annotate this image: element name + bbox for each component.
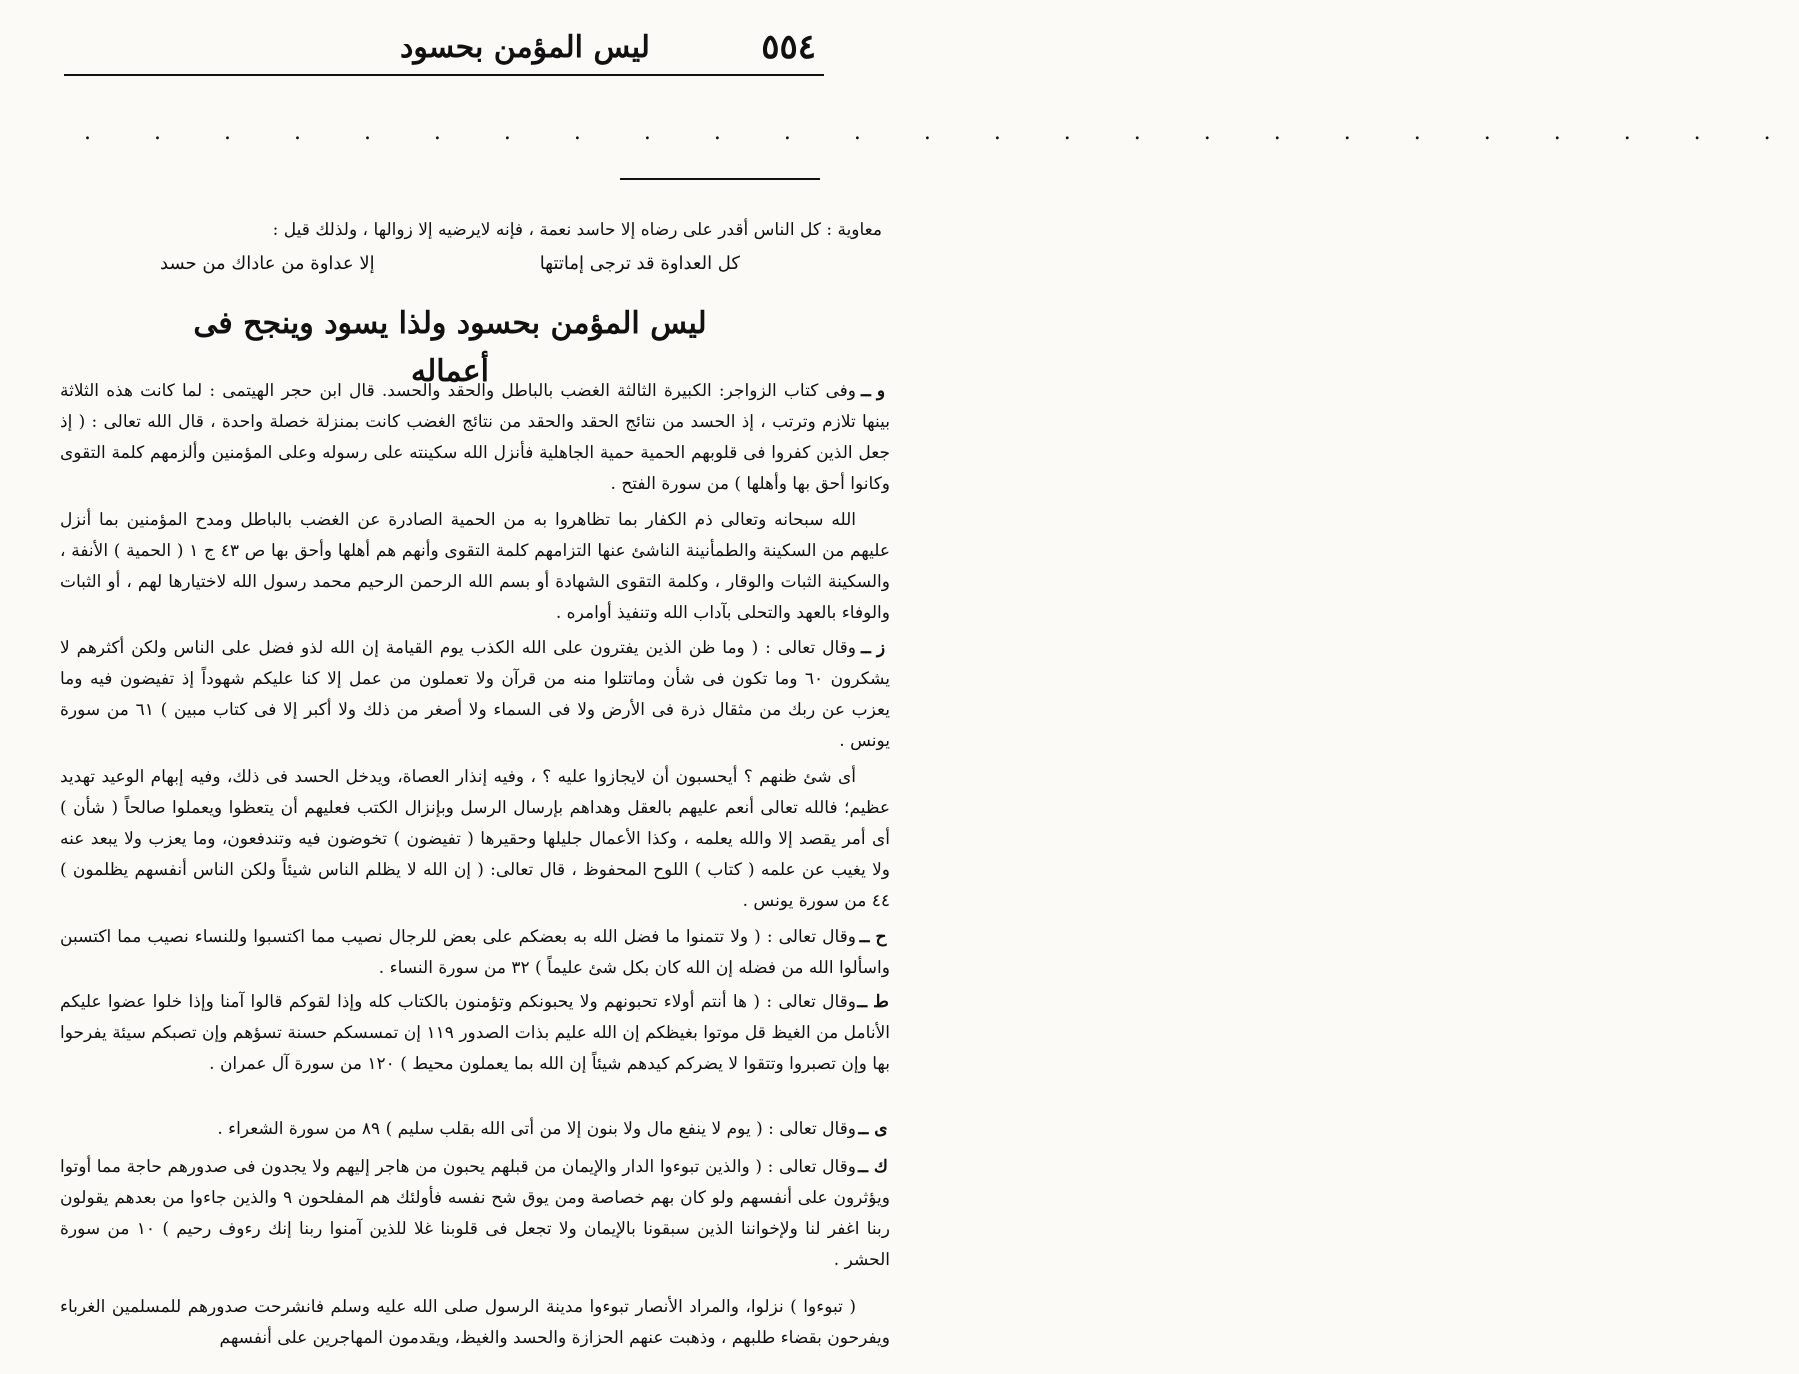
paragraph — [60, 376, 890, 500]
paragraph-text: وقال تعالى : ( وما ظن الذين يفترون على الله الكذب يوم القيامة إن الله لذو فضل على الناس ولكن أكثرهم لا يشكرون ٦٠ وما تكون فى شأن وماتتلوا منه من قرآن ولا تعملون من عمل إلا كنا عليكم شهوداً إذ تفيضون فيه وما يعزب عن ربك من مثقال ذرة فى الأرض ولا فى السماء ولا أصغر من ذلك ولا أكبر إلا فى كتاب مبين ) ٦١ من سورة يونس . — [60, 638, 890, 751]
paragraph — [60, 1292, 890, 1354]
footnote-rule — [620, 178, 820, 180]
intro-text: معاوية : كل الناس أقدر على رضاه إلا حاسد نعمة ، فإنه لايرضيه إلا زوالها ، ولذلك قيل : — [272, 220, 882, 240]
paragraph-text: وقال تعالى : ( والذين تبوءوا الدار والإيمان من قبلهم يحبون من هاجر إليهم ولا يجدون فى صدورهم حاجة مما أوتوا ويؤثرون على أنفسهم ولو كان بهم خصاصة ومن يوق شح نفسه فأولئك هم المفلحون ٩ والذين جاءوا من بعدهم يقولون ربنا اغفر لنا ولإخواننا الذين سبقونا بالإيمان ولا تجعل فى قلوبنا غلا للذين آمنوا ربنا إنك رءوف رحيم ) ١٠ من سورة الحشر . — [60, 1157, 890, 1270]
page-header — [60, 24, 820, 70]
paragraph — [60, 762, 890, 917]
paragraph-text: وقال تعالى : ( ولا تتمنوا ما فضل الله به بعضكم على بعض للرجال نصيب مما اكتسبوا وللنساء نصيب مما اكتسبن واسألوا الله من فضله إن الله كان بكل شئ عليماً ) ٣٢ من سورة النساء . — [60, 927, 890, 978]
header-rule — [64, 74, 824, 76]
paragraph-mark: ى ــ — [858, 1119, 888, 1139]
paragraph-mark: ح ــ — [859, 927, 887, 947]
paragraph-text: وقال تعالى : ( يوم لا ينفع مال ولا بنون إلا من أتى الله بقلب سليم ) ٨٩ من سورة الشعراء . — [217, 1119, 856, 1139]
paragraph — [60, 1152, 890, 1276]
separator-dots: . . . . . . . . . . . . . . . . . . . . . . . . . — [84, 120, 1799, 145]
paragraph-text: أى شئ ظنهم ؟ أيحسبون أن لايجازوا عليه ؟ ، وفيه إنذار العصاة، ويدخل الحسد فى ذلك، وفيه إبهام الوعيد تهديد عظيم؛ فالله تعالى أنعم عليهم بالعقل وهداهم بإرسال الرسل وبإنزال الكتب فعليهم أن يتعظوا ويعملوا صالحاً ( شأن ) أى أمر يقصد إلا والله يعلمه ، وكذا الأعمال جليلها وحقيرها ( تفيضون ) تخوضون فيه وتندفعون، وما يعزب ولا يبعد عنه ولا يغيب عن علمه ( كتاب ) اللوح المحفوظ ، قال تعالى: ( إن الله لا يظلم الناس شيئاً ولكن الناس أنفسهم يظلمون ) ٤٤ من سورة يونس . — [60, 767, 890, 911]
paragraph-text: وفى كتاب الزواجر: الكبيرة الثالثة الغضب بالباطل والحقد والحسد. قال ابن حجر الهيتمى : لما كانت هذه الثلاثة بينها تلازم وترتب ، إذ الحسد من نتائج الحقد والحقد من نتائج الغضب كانت بمنزلة خصلة واحدة ، قال الله تعالى : ( إذ جعل الذين كفروا فى قلوبهم الحمية حمية الجاهلية فأنزل الله سكينته على رسوله وعلى المؤمنين وألزمهم كلمة التقوى وكانوا أحق بها وأهلها ) من سورة الفتح . — [60, 381, 890, 494]
paragraph-text: وقال تعالى : ( ها أنتم أولاء تحبونهم ولا يحبونكم وتؤمنون بالكتاب كله وإذا لقوكم قالوا آمنا وإذا خلوا عضوا عليكم الأنامل من الغيظ قل موتوا بغيظكم إن الله عليم بذات الصدور ١١٩ إن تمسسكم حسنة تسؤهم وإن تصبكم سيئة يفرحوا بها وإن تصبروا وتتقوا لا يضركم كيدهم شيئاً إن الله بما يعملون محيط ) ١٢٠ من سورة آل عمران . — [60, 992, 890, 1074]
page-number: ٥٥٤ — [761, 27, 816, 67]
paragraph-mark: ز ــ — [860, 638, 886, 658]
paragraph-mark: و ــ — [860, 381, 886, 401]
paragraph-mark: ط ــ — [857, 992, 889, 1012]
poem-hemistich-right: كل العداوة قد ترجى إماتتها — [539, 253, 740, 274]
paragraph-mark: ك ــ — [858, 1157, 888, 1177]
paragraph — [60, 987, 890, 1080]
section-heading: ليس المؤمن بحسود ولذا يسود وينجح فى أعماله — [193, 306, 707, 389]
paragraph-text: الله سبحانه وتعالى ذم الكفار بما تظاهروا به من الحمية الصادرة عن الغضب بالباطل ومدح المؤمنين بما أنزل عليهم من السكينة والطمأنينة الناشئ عنها التزامهم كلمة التقوى وأنهم هم أهلها وأحق بها ص ٤٣ ج ١ ( الحمية ) الأنفة ، والسكينة الثبات والوقار ، وكلمة التقوى الشهادة أو بسم الله الرحمن الرحيم محمد رسول الله لاختيارها لهم ، أو الثبات والوفاء بالعهد والتحلى بآداب الله وتنفيذ أوامره . — [60, 510, 890, 623]
paragraph — [60, 922, 890, 984]
paragraph — [60, 1114, 890, 1145]
poem-hemistich-left: إلا عداوة من عاداك من حسد — [160, 253, 375, 274]
poem-verse — [160, 253, 740, 274]
running-title: ليس المؤمن بحسود — [400, 29, 650, 65]
paragraph — [60, 505, 890, 629]
paragraph-text: ( تبوءوا ) نزلوا، والمراد الأنصار تبوءوا مدينة الرسول صلى الله عليه وسلم فانشرحت صدورهم للمسلمين الغرباء ويفرحون بقضاء طلبهم ، وذهبت عنهم الحزازة والحسد والغيظ، ويقدمون المهاجرين على أنفسهم — [60, 1297, 890, 1348]
paragraph — [60, 633, 890, 757]
